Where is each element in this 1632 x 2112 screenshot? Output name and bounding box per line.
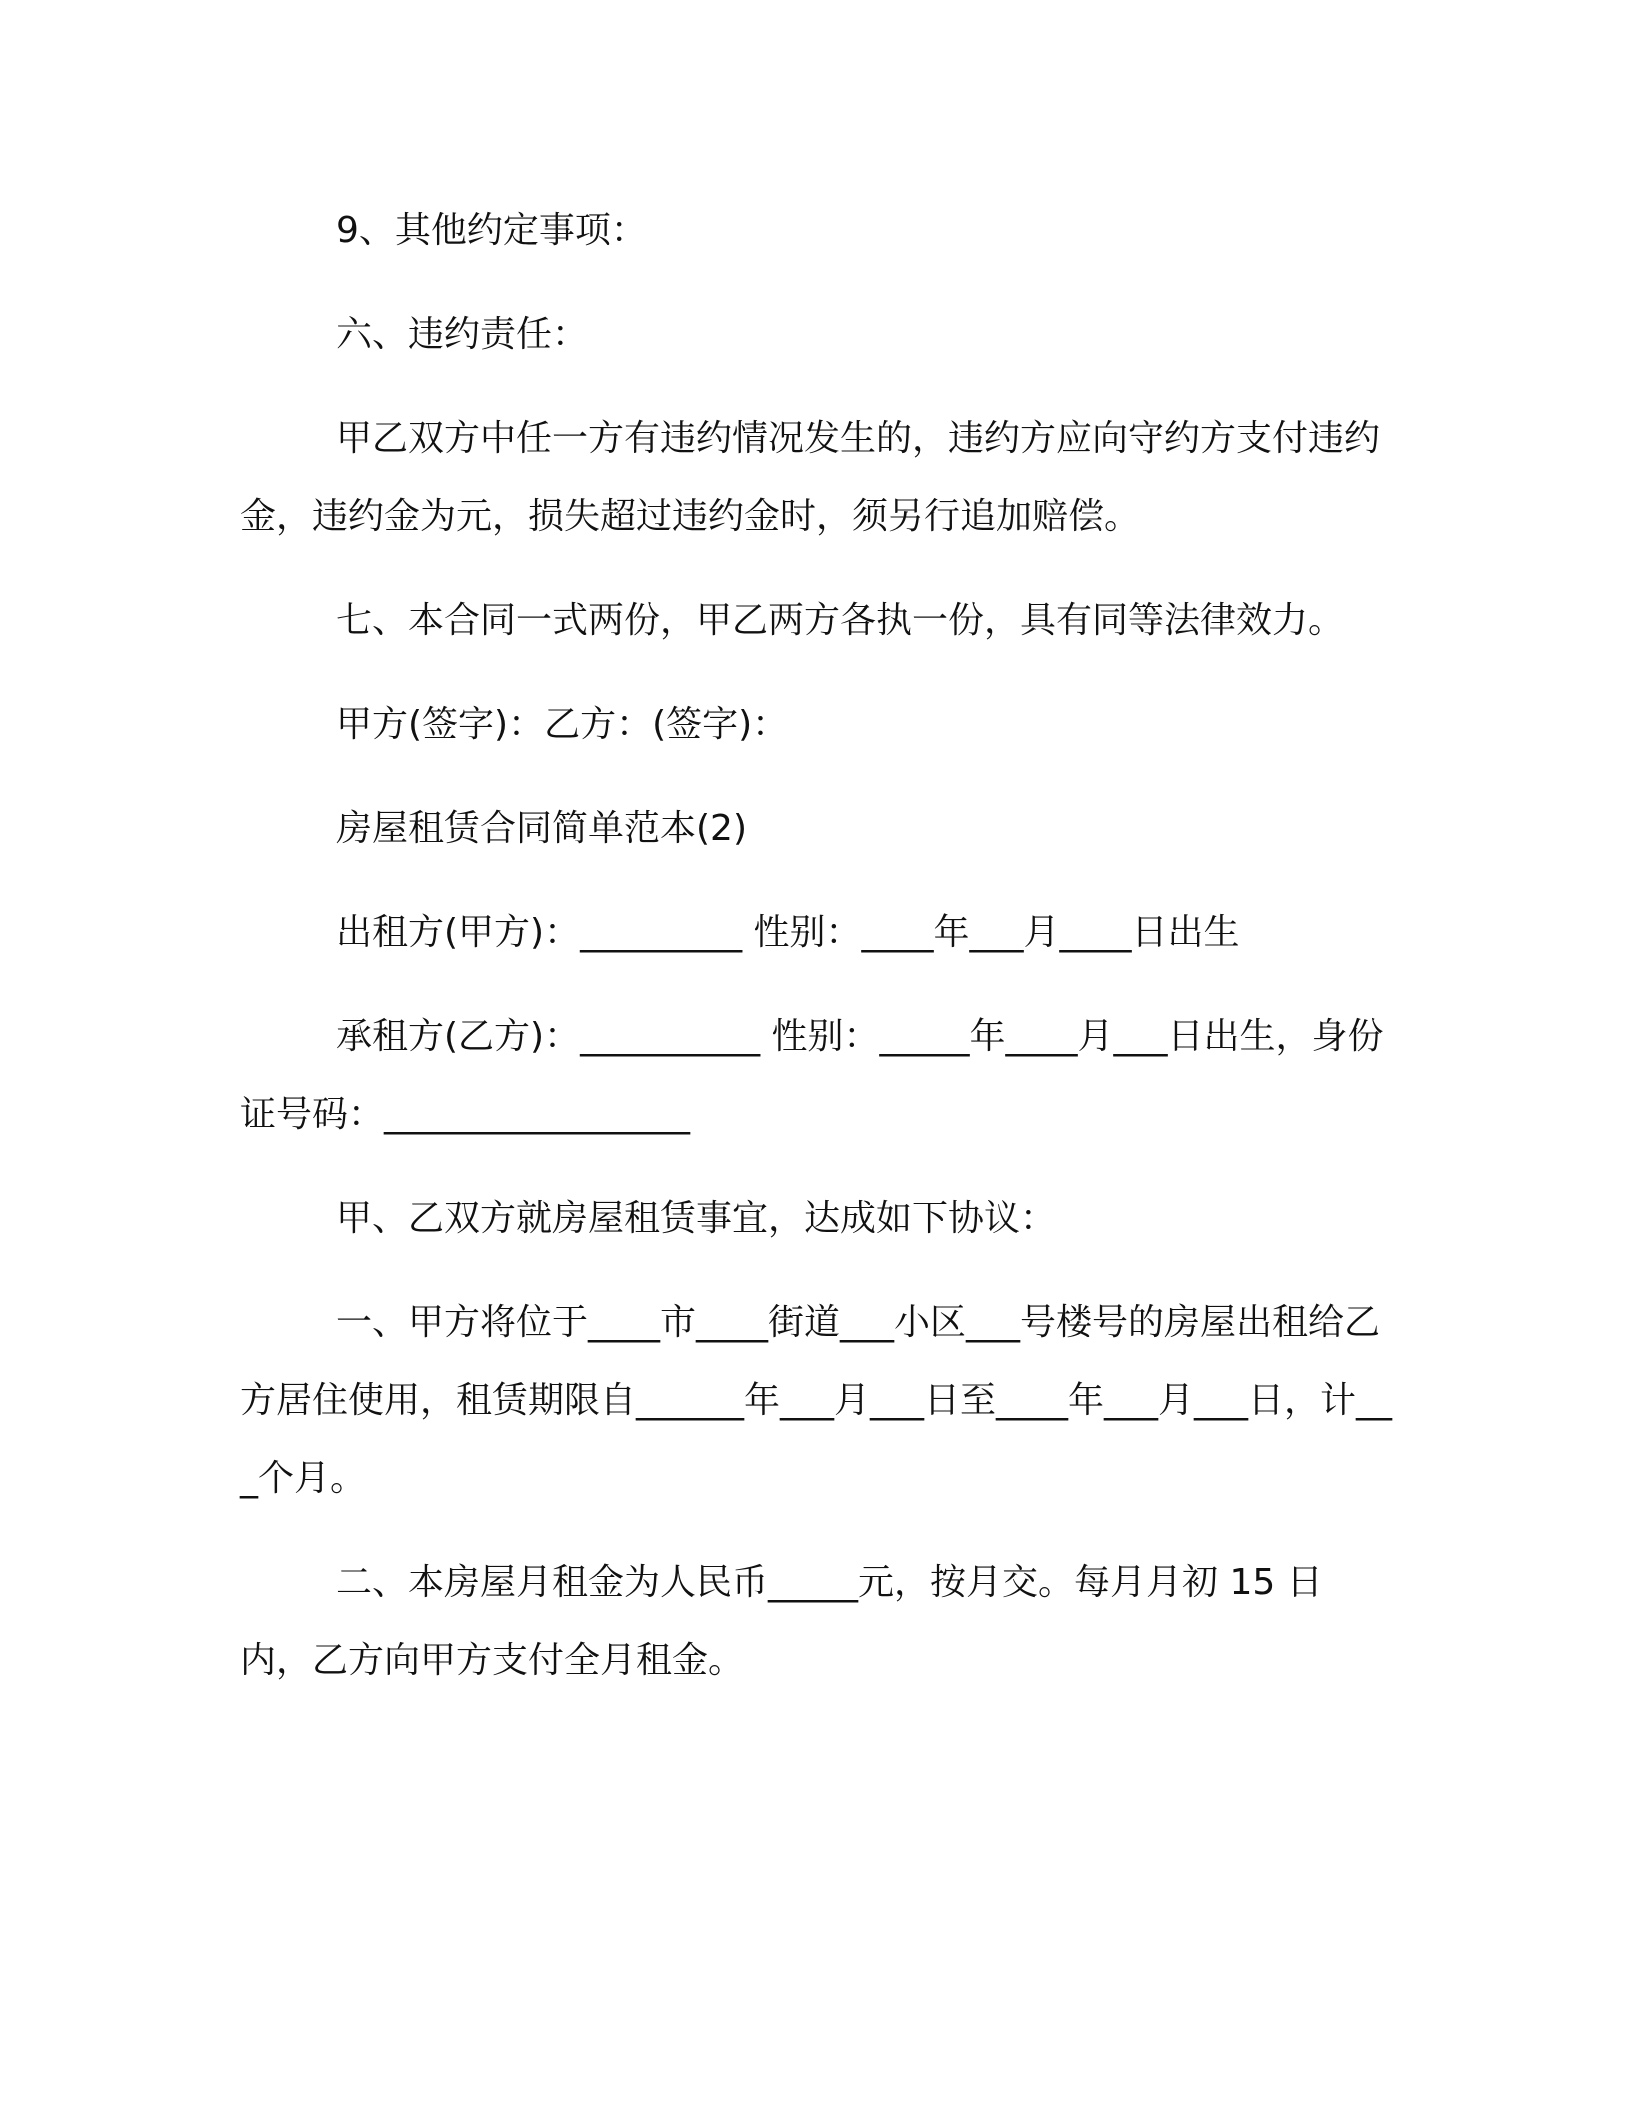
paragraph-other-terms: 9、其他约定事项： — [336, 210, 647, 251]
document-body — [240, 192, 1392, 1726]
clause-two-rent: 二、本房屋月租金为人民币_____元，按月交。每月月初 15 日内，乙方向甲方支付全月租金。 — [240, 1562, 1323, 1681]
section-title-template-2: 房屋租赁合同简单范本(2) — [336, 808, 747, 849]
clause-one-property: 一、甲方将位于____市____街道___小区___号楼号的房屋出租给乙方居住使用，租赁期限自______年___月___日至____年___月___日，计___个月。 — [240, 1302, 1393, 1499]
paragraph-signatures: 甲方(签字)：乙方：(签字)： — [336, 704, 789, 745]
paragraph-lessee-info: 承租方(乙方)：__________ 性别：_____年____月___日出生，身份证号码：_________________ — [240, 1016, 1384, 1135]
paragraph-lessor-info: 出租方(甲方)：_________ 性别：____年___月____日出生 — [336, 912, 1240, 953]
paragraph-copies: 七、本合同一式两份，甲乙两方各执一份，具有同等法律效力。 — [336, 600, 1345, 641]
paragraph-agreement-intro: 甲、乙双方就房屋租赁事宜，达成如下协议： — [336, 1198, 1057, 1239]
heading-breach-liability: 六、违约责任： — [336, 314, 589, 355]
paragraph-breach-penalty: 甲乙双方中任一方有违约情况发生的，违约方应向守约方支付违约金，违约金为元，损失超过违约金时，须另行追加赔偿。 — [240, 418, 1381, 537]
